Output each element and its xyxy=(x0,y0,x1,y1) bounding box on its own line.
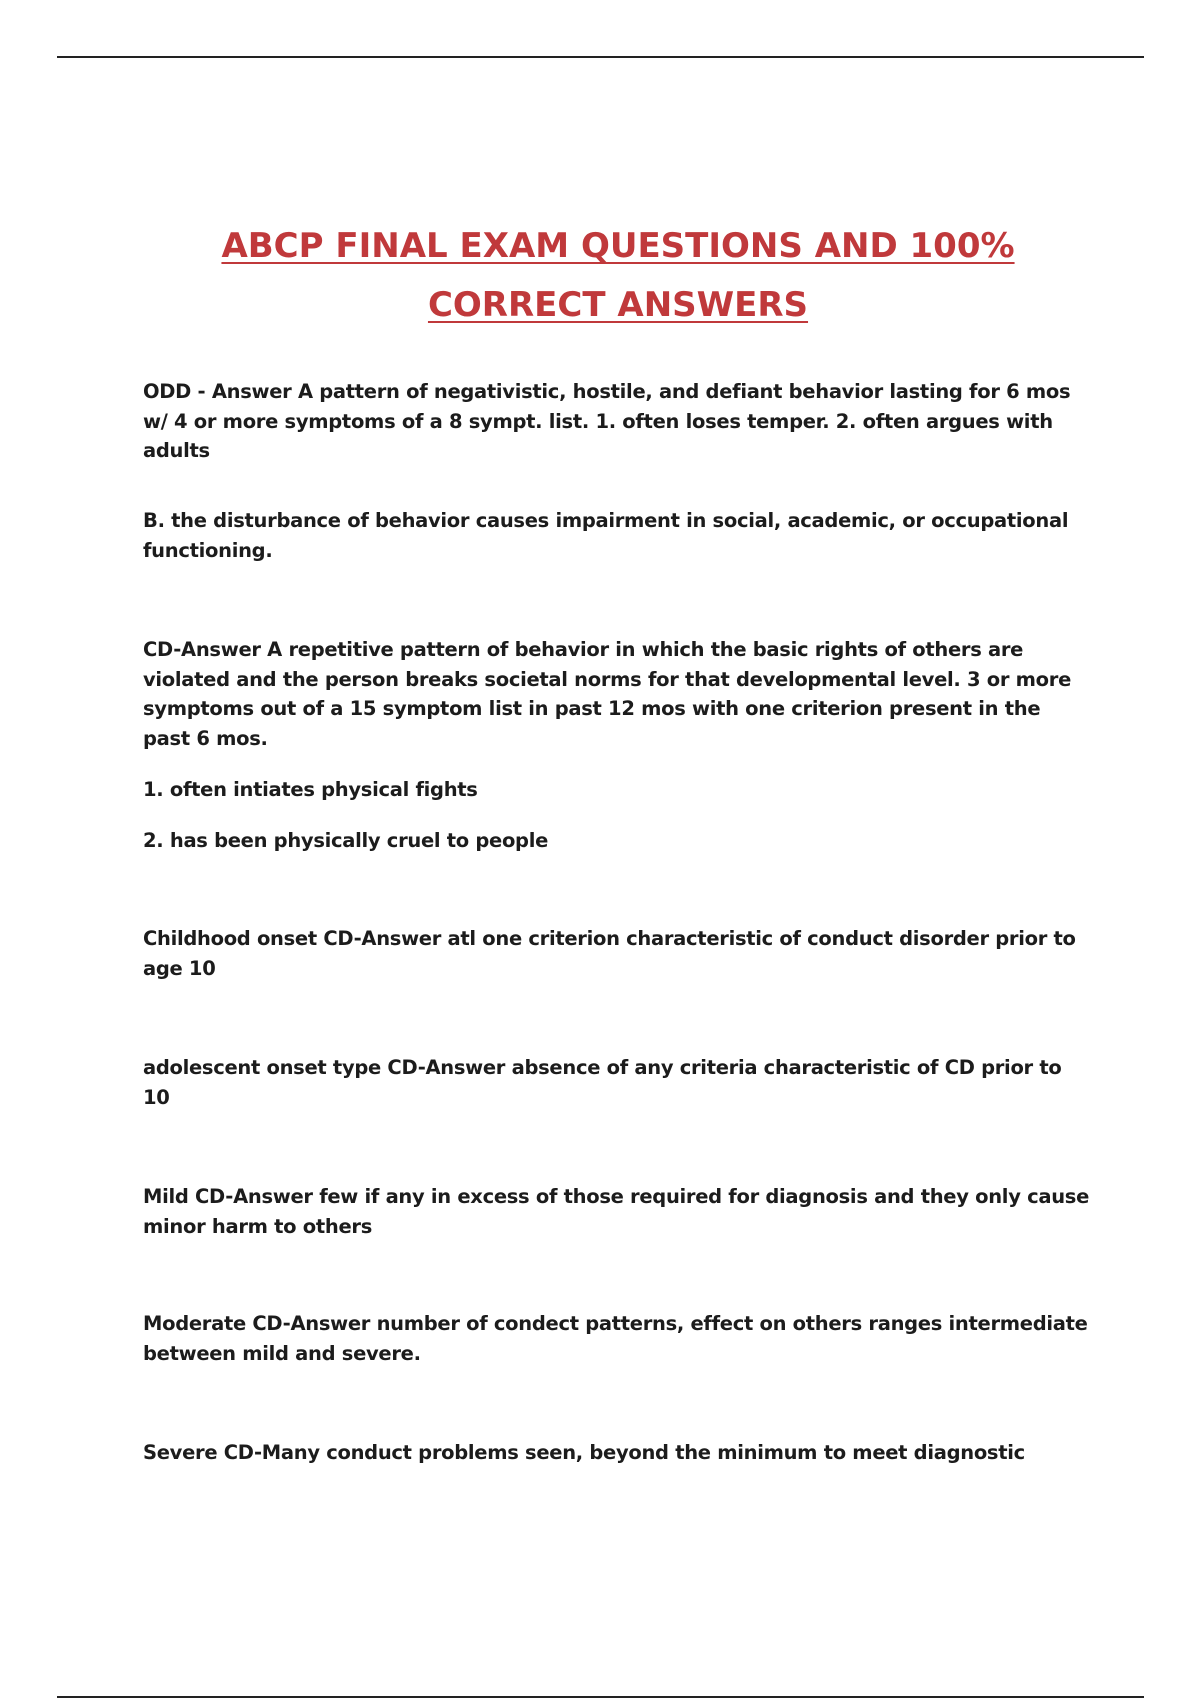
paragraph-mild-cd: Mild CD-Answer few if any in excess of those required for diagnosis and they only cause minor harm to others xyxy=(143,1185,1090,1238)
paragraph-cd: CD-Answer A repetitive pattern of behavior in which the basic rights of others are violated and the person breaks societal norms for that developmental level. 3 or more symptoms out of a 15 symptom list in past 12 mos with one criterion present in the past 6 mos. xyxy=(143,638,1072,750)
paragraph-severe-cd: Severe CD-Many conduct problems seen, beyond the minimum to meet diagnostic xyxy=(143,1441,1025,1464)
paragraph-moderate-cd: Moderate CD-Answer number of condect patterns, effect on others ranges intermediate between mild and severe. xyxy=(143,1312,1088,1365)
paragraph-odd-b: B. the disturbance of behavior causes impairment in social, academic, or occupational functioning. xyxy=(143,509,1069,562)
paragraph-childhood-onset: Childhood onset CD-Answer atl one criterion characteristic of conduct disorder prior to age 10 xyxy=(143,927,1076,980)
paragraph-adolescent-onset: adolescent onset type CD-Answer absence of any criteria characteristic of CD prior to 10 xyxy=(143,1056,1062,1109)
bottom-rule xyxy=(57,1696,1144,1698)
title-line-2: CORRECT ANSWERS xyxy=(427,284,809,325)
document-title xyxy=(0,217,1200,335)
title-line-1: ABCP FINAL EXAM QUESTIONS AND 100% xyxy=(221,225,1015,266)
top-rule xyxy=(57,56,1144,58)
paragraph-cd-item-2: 2. has been physically cruel to people xyxy=(143,829,549,852)
paragraph-cd-item-1: 1. often intiates physical fights xyxy=(143,778,478,801)
paragraph-odd: ODD - Answer A pattern of negativistic, hostile, and defiant behavior lasting for 6 mos w/ 4 or more symptoms of a 8 sympt. list. 1. often loses temper. 2. often argues with adults xyxy=(143,380,1071,462)
